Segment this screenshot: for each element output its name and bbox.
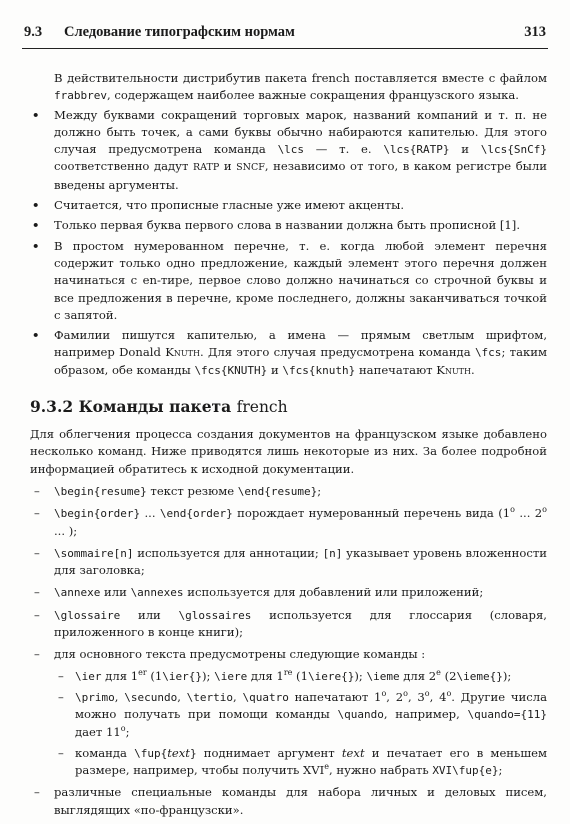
list-item: – \begin{order} ... \end{order} порождает нумерованный перечень вида (1$^o$ ... 2$^o$ ... ); bbox=[34, 505, 547, 538]
list-item: – \annexe или \annexes используется для добавлений или приложений; bbox=[30, 584, 547, 601]
bullet-icon: • bbox=[32, 107, 40, 122]
commands-intro-paragraph: Для облегчения процесса создания документов на французском языке добавлено несколько команд. Ниже приводятся лишь некоторые из них. За более подробной информацией обратитесь к исходной документации. bbox=[30, 427, 547, 476]
nested-list-item: – \primo, \secundo, \tertio, \quatro напечатают 1$^o$, 2$^o$, 3$^o$, 4$^o$. Другие числа можно получать при помощи команды \quando, например, \quando={11} дает 11$^o$; bbox=[58, 689, 548, 739]
dash-marker: – bbox=[34, 585, 40, 600]
intro-paragraph: В действительности дистрибутив пакета french поставляется вместе с файлом frabbrev, содержащем наиболее важные сокращения французского языка. bbox=[54, 71, 547, 103]
list-item: • Считается, что прописные гласные уже имеют акценты. bbox=[30, 197, 547, 214]
section-number: 9.3 bbox=[24, 24, 43, 40]
list-item: • Только первая буква первого слова в названии должна быть прописной [1]. bbox=[30, 217, 547, 234]
dash-marker: – bbox=[34, 506, 40, 521]
dash-marker: – bbox=[34, 785, 40, 800]
dash-marker: – bbox=[58, 689, 64, 704]
section-title: Следование типографским нормам bbox=[64, 24, 295, 40]
nested-commands-list bbox=[54, 668, 547, 780]
dash-marker: – bbox=[34, 647, 40, 662]
dash-marker: – bbox=[58, 668, 64, 683]
bullet-icon: • bbox=[32, 198, 40, 213]
list-item: – \begin{resume} текст резюме \end{resume}; bbox=[30, 483, 547, 500]
rules-list bbox=[30, 107, 547, 379]
list-item: – \sommaire[n] используется для аннотации; [n] указывает уровень вложенности для заголовка; bbox=[34, 545, 547, 578]
nested-list-item: – \ier для 1er (1\ier{}); \iere для 1re (1\iere{}); \ieme для 2e (2\ieme{}); bbox=[54, 668, 547, 685]
dash-marker: – bbox=[34, 483, 40, 498]
list-item: – \glossaire или \glossaires используется для глоссария (словаря, приложенного в конце книги); bbox=[34, 607, 547, 640]
subsection-heading: 9.3.2 Команды пакета french bbox=[30, 397, 288, 417]
dash-marker: – bbox=[58, 745, 64, 760]
bullet-icon: • bbox=[32, 328, 40, 343]
dash-marker: – bbox=[34, 545, 40, 560]
running-header bbox=[22, 18, 548, 49]
bullet-icon: • bbox=[32, 218, 40, 233]
bullet-icon: • bbox=[32, 238, 40, 253]
commands-list bbox=[30, 483, 547, 819]
nested-list-item: – команда \fup{text} поднимает аргумент text и печатает его в меньшем размере, например, чтобы получить XVIe, нужно набрать XVI\fup{e}; bbox=[58, 745, 548, 778]
list-item: – различные специальные команды для набора личных и деловых писем, выглядящих «по-французски». bbox=[34, 785, 547, 817]
page-number: 313 bbox=[524, 24, 546, 40]
dash-marker: – bbox=[34, 607, 40, 622]
list-item: • Между буквами сокращений торговых марок, названий компаний и т. п. не должно быть точек, а сами буквы обычно набираются капителью. Для этого случая предусмотрена команда \lcs — т. е. \lcs{RATP} и \lcs{SnCf} соответственно дадут RATP и SNCF, независимо от того, в каком регистре были введены аргументы. bbox=[32, 107, 548, 192]
list-item: – для основного текста предусмотрены следующие команды : – \ier для 1er (1\ier{}); \iere для 1re (1\iere{}); \ieme для 2e (2\ieme{}); – \primo, \secundo, \tertio, \quatro напечатают 1$^o$, 2$^o$, 3$^o$, 4$^o$. Другие числа можно получать при помощи команды \quando, например, \quando={11} дает 11$^o$; – команда \fup{text} поднимает аргумент text и печатает его в меньшем размере, например, чтобы получить XVIe, нужно набрать XVI\fup{e}; bbox=[30, 646, 547, 779]
page-body bbox=[30, 70, 547, 824]
list-item: • В простом нумерованном перечне, т. е. когда любой элемент перечня содержит только одно предложение, каждый элемент этого перечня должен начинаться с en-тире, первое слово должно начинаться со строчной буквы и все предложения в перечне, кроме последнего, должны заканчиваться точкой с запятой. bbox=[32, 238, 547, 322]
list-item: • Фамилии пишутся капителью, а имена — прямым светлым шрифтом, например Donald Knuth. Для этого случая предусмотрена команда \fcs; таким образом, обе команды \fcs{KNUTH} и \fcs{knuth} напечатают Knuth. bbox=[32, 328, 547, 377]
